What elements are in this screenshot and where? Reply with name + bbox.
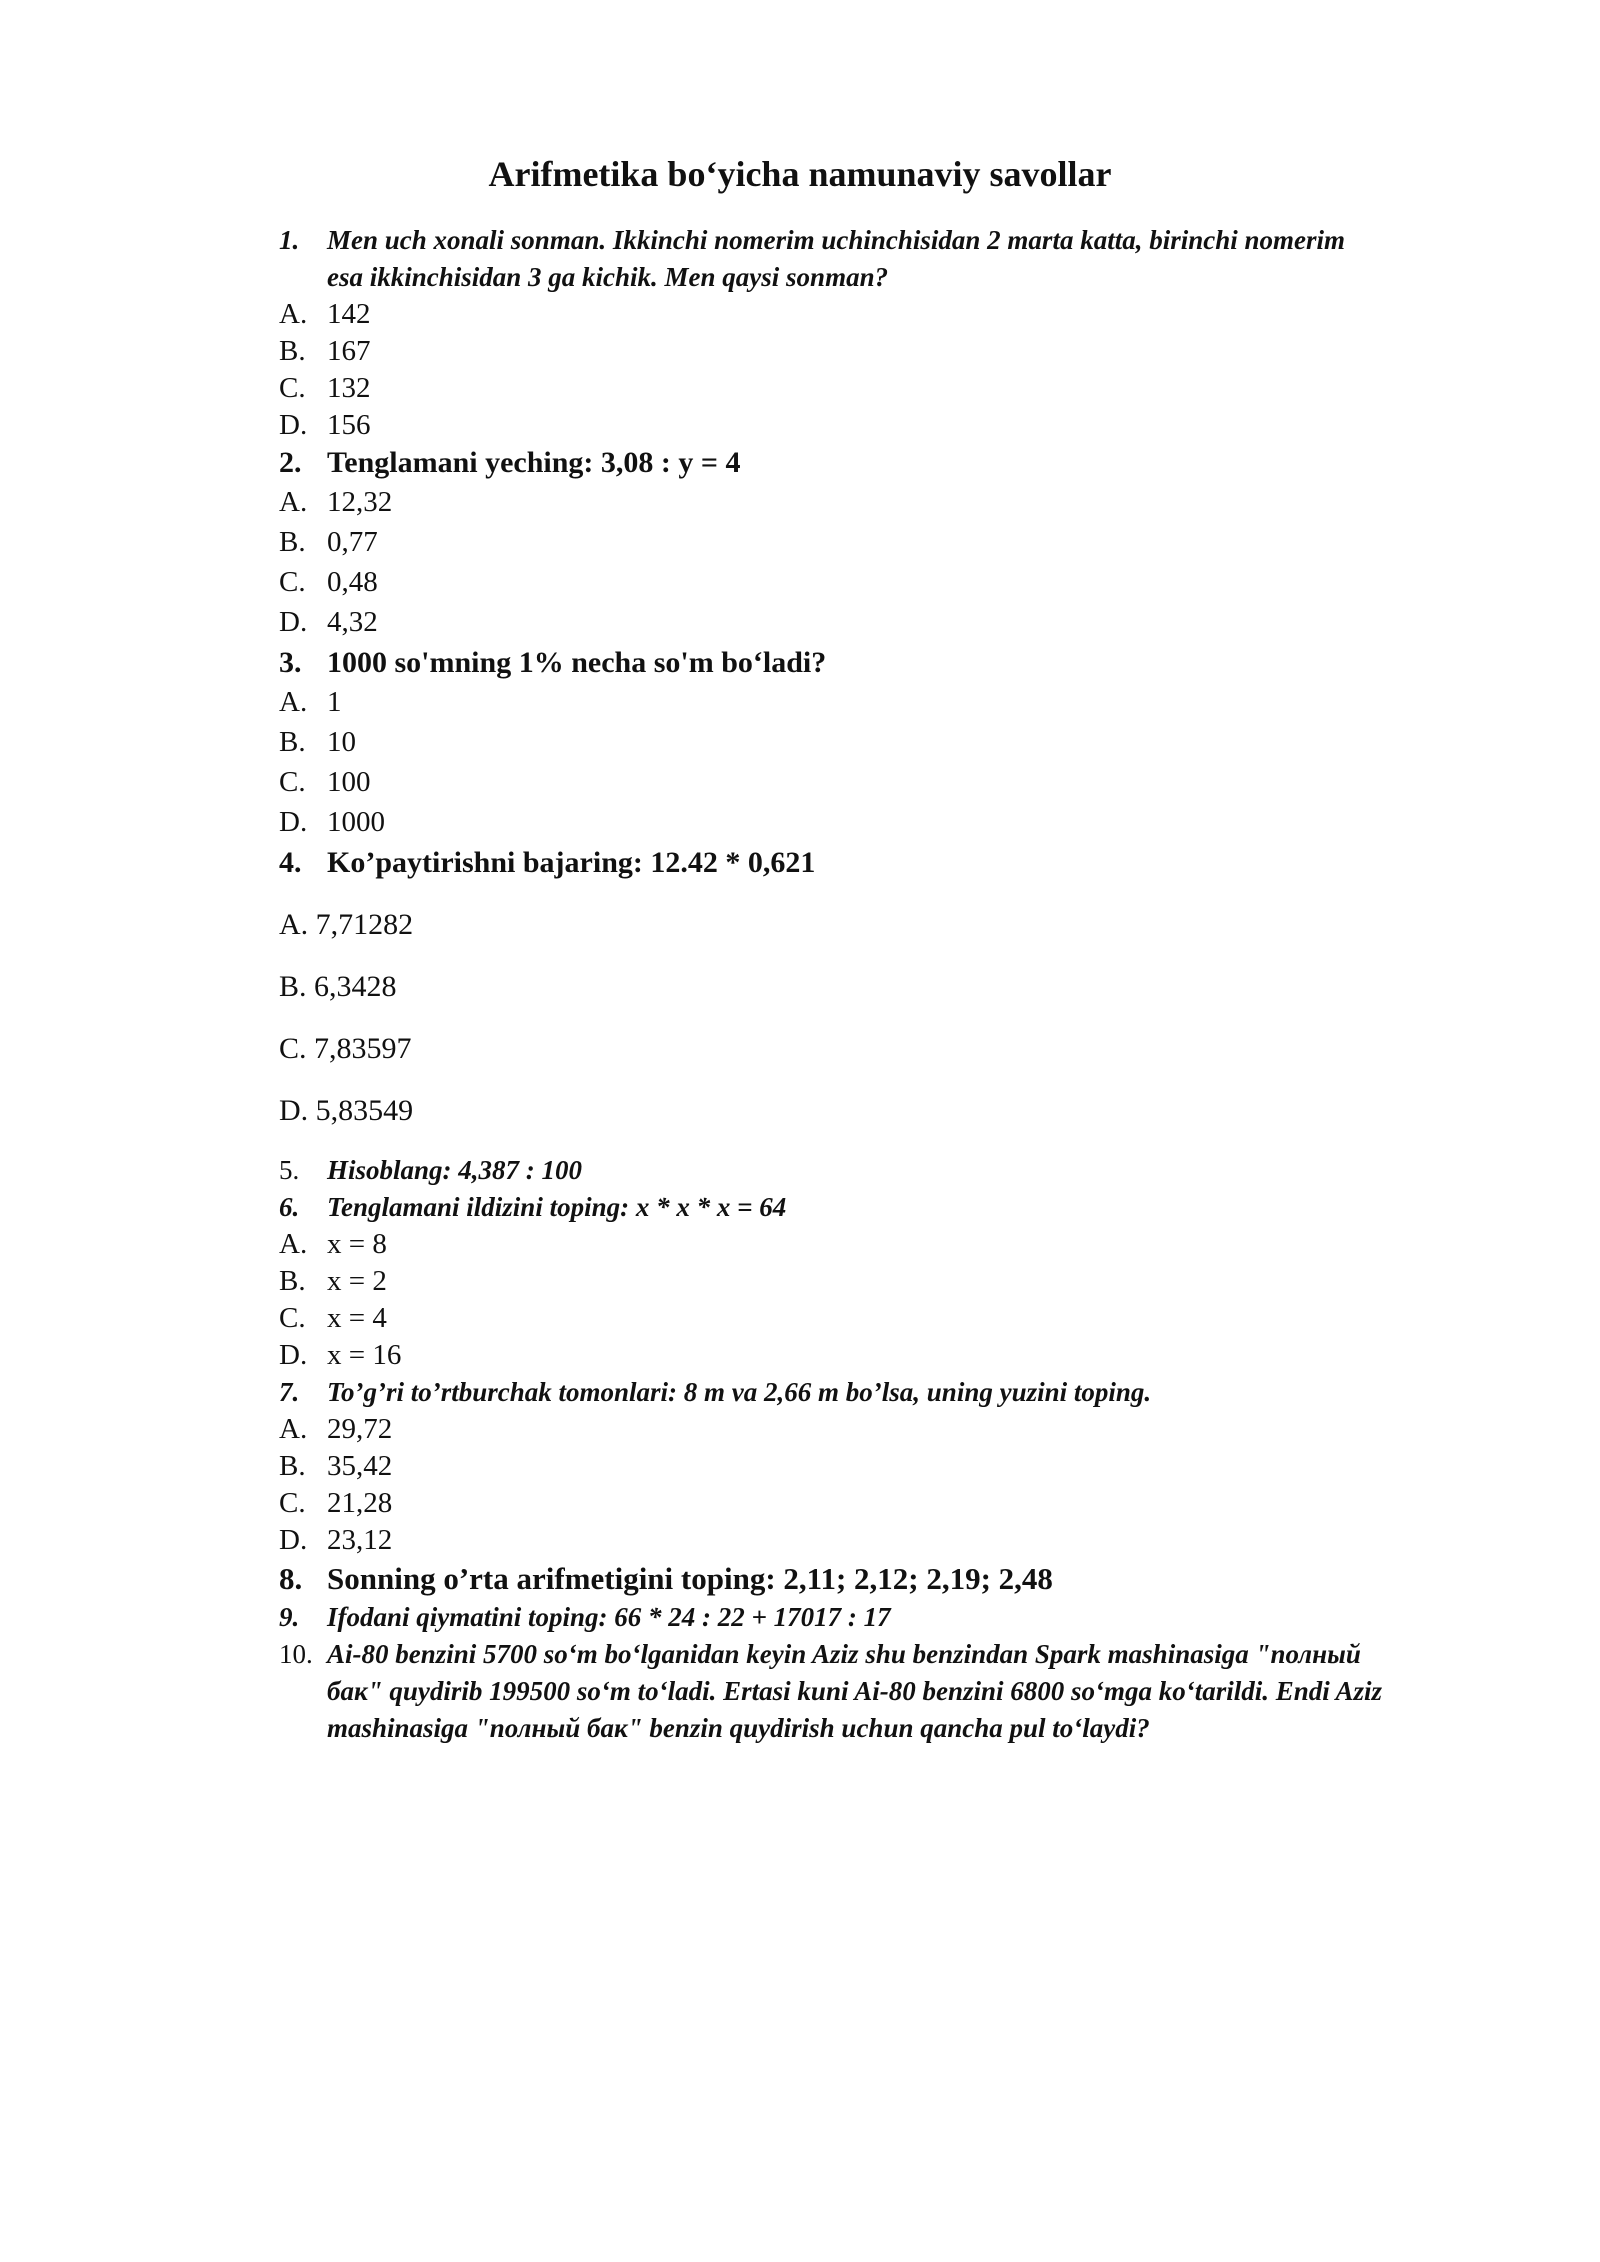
option-letter: C. (279, 1302, 306, 1334)
option-letter: A. (279, 1228, 308, 1260)
question-text: Hisoblang: 4,387 : 100 (327, 1155, 583, 1185)
option-value: 100 (327, 766, 371, 798)
question-text: Tenglamani yeching: 3,08 : y = 4 (327, 446, 741, 479)
option-value: 23,12 (327, 1524, 393, 1556)
option-letter: C. (279, 566, 306, 598)
option-letter: A. (279, 1413, 308, 1445)
option-letter: B. (279, 1450, 306, 1482)
option-letter: D. (279, 1094, 309, 1127)
option-c (279, 1030, 412, 1068)
question-number: 4. (279, 846, 302, 879)
option-letter: C. (279, 766, 306, 798)
question-text: Sonning o’rta arifmetigini toping: 2,11; 2,12; 2,19; 2,48 (327, 1561, 1053, 1596)
question-text: 1000 so'mning 1% necha so'm bo‘ladi? (327, 646, 827, 679)
option-letter: B. (279, 970, 307, 1003)
option-d (279, 1092, 413, 1130)
option-letter: D. (279, 606, 308, 638)
option-letter: D. (279, 1524, 308, 1556)
question-text: Ko’paytirishni bajaring: 12.42 * 0,621 (327, 846, 816, 879)
option-value: x = 4 (327, 1302, 387, 1334)
question-number: 2. (279, 446, 302, 479)
option-value: 142 (327, 298, 371, 330)
page-title: Arifmetika bo‘yicha namunaviy savollar (488, 154, 1112, 194)
option-value: 0,48 (327, 566, 378, 598)
option-letter: A. (279, 486, 308, 518)
option-value: 7,83597 (314, 1032, 412, 1065)
question-number: 8. (279, 1561, 303, 1596)
option-value: 5,83549 (315, 1094, 414, 1127)
question-number: 5. (279, 1155, 300, 1185)
question-number: 10. (279, 1639, 313, 1669)
option-letter: A. (279, 908, 309, 941)
question-number: 7. (279, 1377, 300, 1407)
option-value: 21,28 (327, 1487, 393, 1519)
question-text: бак" quydirib 199500 so‘m to‘ladi. Ertasi kuni Ai-80 benzini 6800 so‘mga ko‘tarildi. Endi Aziz (327, 1676, 1383, 1706)
option-value: 10 (327, 726, 356, 758)
question-text: Ifodani qiymatini toping: 66 * 24 : 22 + 17017 : 17 (327, 1602, 891, 1632)
question-text: Ai-80 benzini 5700 so‘m bo‘lganidan keyin Aziz shu benzindan Spark mashinasiga "полный (327, 1639, 1361, 1669)
option-letter: B. (279, 726, 306, 758)
option-value: x = 2 (327, 1265, 387, 1297)
option-letter: B. (279, 526, 306, 558)
option-value: x = 16 (327, 1339, 402, 1371)
option-value: 6,3428 (314, 970, 397, 1003)
option-value: 1 (327, 686, 342, 718)
option-value: 12,32 (327, 486, 393, 518)
option-value: 1000 (327, 806, 385, 838)
option-letter: A. (279, 298, 308, 330)
question-text: To’g’ri to’rtburchak tomonlari: 8 m va 2,66 m bo’lsa, uning yuzini toping. (327, 1377, 1152, 1407)
option-value: 4,32 (327, 606, 378, 638)
option-letter: C. (279, 1032, 307, 1065)
option-letter: B. (279, 1265, 306, 1297)
option-value: 7,71282 (315, 908, 414, 941)
question-number: 1. (279, 225, 300, 255)
question-text: Men uch xonali sonman. Ikkinchi nomerim uchinchisidan 2 marta katta, birinchi nomerim (327, 225, 1345, 255)
option-value: 132 (327, 372, 371, 404)
question-number: 3. (279, 646, 302, 679)
question-text: Tenglamani ildizini toping: x * x * x = 64 (327, 1192, 787, 1222)
option-letter: C. (279, 372, 306, 404)
option-value: 35,42 (327, 1450, 393, 1482)
option-value: x = 8 (327, 1228, 387, 1260)
option-value: 156 (327, 409, 371, 441)
option-value: 167 (327, 335, 371, 367)
option-b (279, 968, 397, 1006)
option-a (279, 906, 413, 944)
option-letter: D. (279, 1339, 308, 1371)
option-letter: C. (279, 1487, 306, 1519)
option-letter: B. (279, 335, 306, 367)
option-value: 29,72 (327, 1413, 393, 1445)
option-value: 0,77 (327, 526, 378, 558)
question-text: mashinasiga "полный бак" benzin quydirish uchun qancha pul to‘laydi? (327, 1713, 1150, 1743)
option-letter: D. (279, 409, 308, 441)
question-text: esa ikkinchisidan 3 ga kichik. Men qaysi sonman? (327, 262, 889, 292)
option-letter: A. (279, 686, 308, 718)
option-letter: D. (279, 806, 308, 838)
question-number: 9. (279, 1602, 300, 1632)
question-number: 6. (279, 1192, 300, 1222)
